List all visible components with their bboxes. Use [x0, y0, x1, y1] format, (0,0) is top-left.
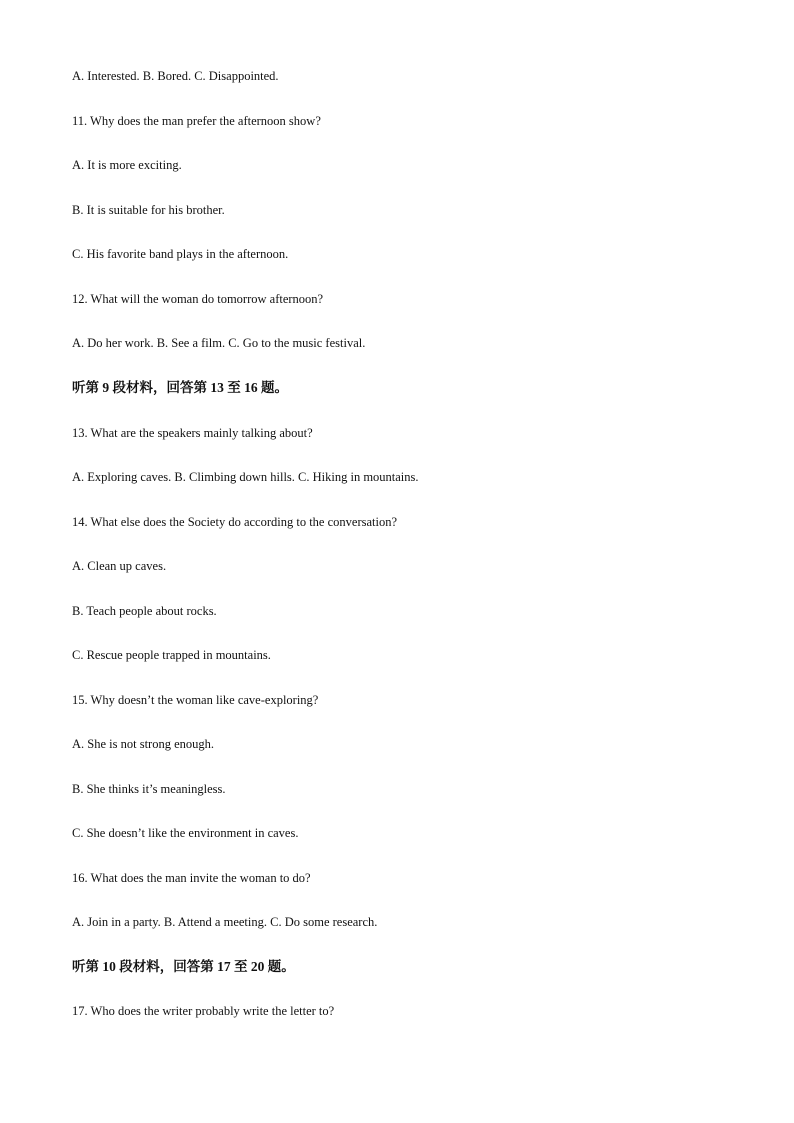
q13-options: A. Exploring caves. B. Climbing down hills. C. Hiking in mountains. — [72, 470, 419, 484]
q11-option-a: A. It is more exciting. — [72, 158, 182, 172]
q10-options: A. Interested. B. Bored. C. Disappointed. — [72, 69, 279, 83]
q11-question: 11. Why does the man prefer the afternoon show? — [72, 114, 321, 128]
q11-option-c: C. His favorite band plays in the afternoon. — [72, 247, 289, 261]
q15-option-c: C. She doesn’t like the environment in caves. — [72, 826, 299, 840]
q14-option-b: B. Teach people about rocks. — [72, 604, 217, 618]
q15-question: 15. Why doesn’t the woman like cave-exploring? — [72, 693, 319, 707]
q11-option-b: B. It is suitable for his brother. — [72, 203, 225, 217]
section-heading-9: 听第 9 段材料，回答第 13 至 16 题。 — [72, 380, 288, 395]
q13-question: 13. What are the speakers mainly talking about? — [72, 426, 313, 440]
q14-option-a: A. Clean up caves. — [72, 559, 167, 573]
q15-option-a: A. She is not strong enough. — [72, 737, 215, 751]
q14-option-c: C. Rescue people trapped in mountains. — [72, 648, 271, 662]
q12-question: 12. What will the woman do tomorrow afternoon? — [72, 292, 324, 306]
q12-options: A. Do her work. B. See a film. C. Go to the music festival. — [72, 336, 366, 350]
q17-question: 17. Who does the writer probably write the letter to? — [72, 1004, 335, 1018]
q16-options: A. Join in a party. B. Attend a meeting. C. Do some research. — [72, 915, 378, 929]
q16-question: 16. What does the man invite the woman to do? — [72, 871, 311, 885]
section-heading-10: 听第 10 段材料，回答第 17 至 20 题。 — [72, 959, 295, 974]
q14-question: 14. What else does the Society do according to the conversation? — [72, 515, 398, 529]
q15-option-b: B. She thinks it’s meaningless. — [72, 782, 226, 796]
